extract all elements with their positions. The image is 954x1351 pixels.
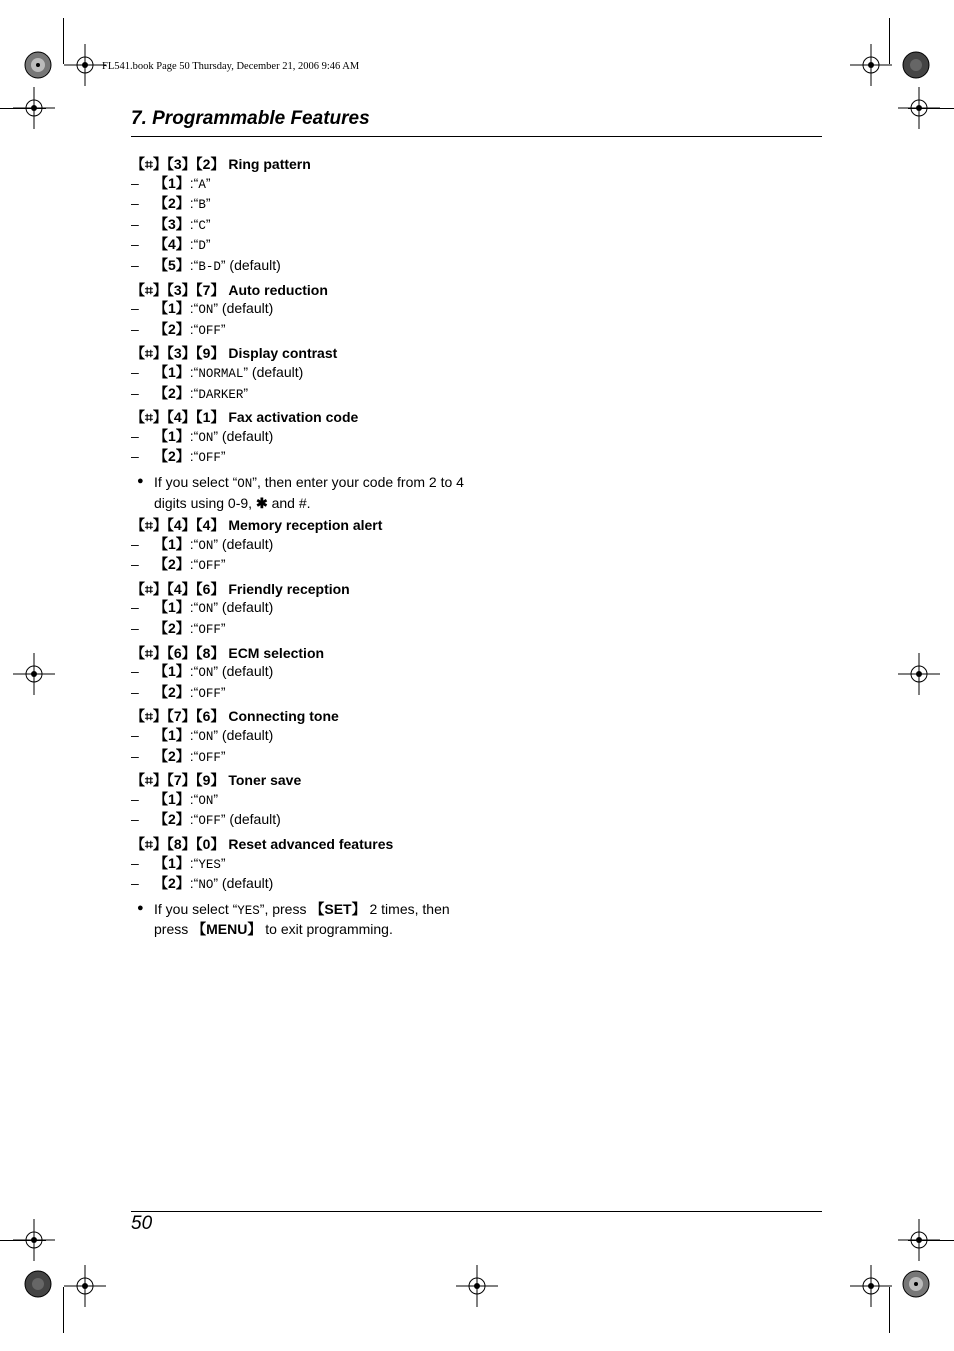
color-wheel-icon: [24, 51, 52, 79]
quote-close: ”: [213, 790, 219, 807]
setting-title: [131, 155, 471, 174]
quote-close: ”: [220, 320, 226, 337]
option-value: D: [198, 239, 206, 254]
option-value: A: [198, 177, 206, 192]
quote-open: :“: [189, 174, 199, 191]
note-text: ON: [237, 476, 253, 491]
option-item: [131, 790, 471, 811]
setting-section: [131, 580, 471, 640]
quote-open: :“: [189, 300, 199, 317]
quote-open: :“: [189, 320, 199, 337]
setting-section: [131, 835, 471, 939]
option-key: 【2】: [154, 556, 190, 573]
option-key: 【4】: [154, 236, 190, 253]
setting-title: [131, 281, 471, 300]
quote-open: :“: [189, 384, 199, 401]
option-item: [131, 363, 471, 384]
dash: –: [131, 727, 139, 744]
registration-crosshair-icon: [850, 44, 892, 86]
option-default-label: (default): [218, 300, 274, 317]
option-value: ON: [198, 793, 214, 808]
option-item: [131, 174, 471, 195]
feature-name: Connecting tone: [228, 708, 339, 725]
registration-crosshair-icon: [850, 1265, 892, 1307]
page-header-title: 7. Programmable Features: [131, 108, 370, 129]
note-item: [131, 900, 464, 939]
feature-name: Memory reception alert: [228, 517, 383, 534]
option-item: [131, 747, 471, 768]
quote-close: ”: [220, 747, 226, 764]
feature-name: Auto reduction: [228, 281, 328, 298]
quote-close: ”: [213, 300, 219, 317]
option-default-label: (default): [218, 535, 274, 552]
note-text: 【MENU】: [192, 921, 262, 938]
option-value: DARKER: [198, 387, 244, 402]
dash: –: [131, 683, 139, 700]
option-key: 【2】: [154, 683, 190, 700]
option-key: 【2】: [154, 620, 190, 637]
quote-close: ”: [205, 195, 211, 212]
feature-name: Display contrast: [228, 345, 338, 362]
option-key: 【1】: [154, 535, 190, 552]
option-default-label: (default): [218, 663, 274, 680]
note-text: ”, then enter your code from 2 to 4 digits using 0-9,: [154, 473, 464, 511]
setting-title: [131, 771, 471, 790]
feature-name: Ring pattern: [228, 156, 311, 172]
dash: –: [131, 854, 139, 871]
bullet-icon: ●: [137, 901, 144, 914]
option-item: [131, 256, 471, 277]
feature-name: Friendly reception: [228, 580, 350, 597]
quote-open: :“: [189, 620, 199, 637]
dash: –: [131, 236, 139, 253]
note-text: to exit programming.: [261, 921, 393, 938]
option-item: [131, 662, 471, 683]
option-item: [131, 874, 471, 895]
option-key: 【3】: [154, 215, 190, 232]
option-item: [131, 299, 471, 320]
registration-crosshair-icon: [898, 87, 940, 129]
quote-close: ”: [205, 215, 211, 232]
quote-open: :“: [189, 535, 199, 552]
quote-close: ”: [205, 236, 211, 253]
setting-title: [131, 344, 471, 363]
feature-code: 【⌗】【4】【6】: [131, 580, 225, 597]
quote-close: ”: [220, 620, 226, 637]
setting-section: [131, 771, 471, 831]
page-number: 50: [131, 1213, 153, 1234]
option-default-label: (default): [218, 427, 274, 444]
feature-name: ECM selection: [228, 644, 325, 661]
quote-close: ”: [213, 663, 219, 680]
option-key: 【2】: [154, 384, 190, 401]
note-text: 【SET】: [310, 900, 366, 917]
quote-open: :“: [189, 236, 199, 253]
option-default-label: (default): [248, 363, 304, 380]
option-key: 【2】: [154, 195, 190, 212]
quote-open: :“: [189, 747, 199, 764]
feature-code: 【⌗】【7】【9】: [131, 772, 225, 789]
option-item: [131, 598, 471, 619]
quote-close: ”: [243, 363, 249, 380]
registration-crosshair-icon: [456, 1265, 498, 1307]
option-value: ON: [198, 666, 214, 681]
quote-open: :“: [189, 427, 199, 444]
dash: –: [131, 363, 139, 380]
registration-crosshair-icon: [64, 44, 106, 86]
setting-section: [131, 344, 471, 404]
quote-close: ”: [213, 599, 219, 616]
quote-close: ”: [220, 683, 226, 700]
setting-title: [131, 580, 471, 599]
option-item: [131, 447, 471, 468]
dash: –: [131, 535, 139, 552]
option-key: 【1】: [154, 599, 190, 616]
option-value: ON: [198, 430, 214, 445]
setting-title: [131, 644, 471, 663]
quote-open: :“: [189, 599, 199, 616]
dash: –: [131, 427, 139, 444]
note-item: [131, 473, 464, 512]
color-wheel-icon: [902, 51, 930, 79]
quote-open: :“: [189, 663, 199, 680]
dash: –: [131, 448, 139, 465]
option-key: 【2】: [154, 747, 190, 764]
option-value: NORMAL: [198, 366, 244, 381]
setting-title: [131, 707, 471, 726]
dash: –: [131, 174, 139, 191]
feature-code: 【⌗】【4】【4】: [131, 517, 225, 534]
option-value: OFF: [198, 686, 221, 701]
feature-code: 【⌗】【3】【7】: [131, 281, 225, 298]
quote-open: :“: [189, 215, 199, 232]
dash: –: [131, 663, 139, 680]
quote-open: :“: [189, 448, 199, 465]
setting-title: [131, 408, 471, 427]
quote-close: ”: [205, 174, 211, 191]
feature-name: Fax activation code: [228, 409, 359, 426]
option-key: 【1】: [154, 363, 190, 380]
quote-close: ”: [213, 427, 219, 444]
quote-open: :“: [189, 195, 199, 212]
quote-open: :“: [189, 556, 199, 573]
option-default-label: (default): [218, 875, 274, 892]
option-default-label: (default): [218, 727, 274, 744]
quote-open: :“: [189, 727, 199, 744]
quote-close: ”: [243, 384, 249, 401]
option-default-label: (default): [218, 599, 274, 616]
quote-open: :“: [189, 683, 199, 700]
quote-open: :“: [189, 790, 199, 807]
registration-crosshair-icon: [64, 1265, 106, 1307]
note-text: YES: [237, 903, 260, 918]
dash: –: [131, 384, 139, 401]
option-value: ON: [198, 730, 214, 745]
feature-code: 【⌗】【6】【8】: [131, 644, 225, 661]
option-key: 【1】: [154, 790, 190, 807]
dash: –: [131, 556, 139, 573]
option-item: [131, 427, 471, 448]
dash: –: [131, 620, 139, 637]
header-divider: [131, 136, 822, 137]
setting-title: [131, 516, 471, 535]
quote-open: :“: [189, 811, 199, 828]
option-key: 【1】: [154, 300, 190, 317]
option-value: OFF: [198, 623, 221, 638]
option-key: 【2】: [154, 875, 190, 892]
note-text: ”, press: [259, 900, 311, 917]
option-key: 【2】: [154, 448, 190, 465]
setting-section: [131, 408, 471, 512]
quote-close: ”: [220, 854, 226, 871]
dash: –: [131, 215, 139, 232]
option-item: [131, 194, 471, 215]
feature-code: 【⌗】【7】【6】: [131, 708, 225, 725]
print-info: FL541.book Page 50 Thursday, December 21, 2006 9:46 AM: [102, 61, 360, 72]
feature-name: Reset advanced features: [228, 836, 394, 852]
option-item: [131, 619, 471, 640]
dash: –: [131, 195, 139, 212]
option-value: NO: [198, 878, 214, 893]
dash: –: [131, 811, 139, 828]
option-value: ON: [198, 303, 214, 318]
registration-crosshair-icon: [13, 1219, 55, 1261]
registration-crosshair-icon: [13, 653, 55, 695]
quote-close: ”: [220, 556, 226, 573]
option-value: OFF: [198, 559, 221, 574]
option-default-label: (default): [225, 811, 281, 828]
option-item: [131, 535, 471, 556]
dash: –: [131, 747, 139, 764]
feature-code: 【⌗】【8】【0】: [131, 836, 225, 852]
option-item: [131, 384, 471, 405]
asterisk-icon: ✱: [255, 494, 268, 511]
option-item: [131, 320, 471, 341]
registration-crosshair-icon: [898, 653, 940, 695]
option-value: C: [198, 218, 206, 233]
dash: –: [131, 320, 139, 337]
setting-section: [131, 707, 471, 767]
quote-open: :“: [189, 854, 199, 871]
quote-close: ”: [220, 448, 226, 465]
option-value: YES: [198, 857, 221, 872]
note-text: and #.: [267, 494, 311, 511]
feature-code: 【⌗】【4】【1】: [131, 409, 225, 426]
bullet-icon: ●: [137, 474, 144, 487]
feature-code: 【⌗】【3】【9】: [131, 345, 225, 362]
option-item: [131, 726, 471, 747]
setting-section: [131, 644, 471, 704]
dash: –: [131, 599, 139, 616]
setting-section: [131, 155, 471, 277]
settings-list: [131, 155, 471, 943]
registration-crosshair-icon: [13, 87, 55, 129]
option-key: 【1】: [154, 854, 190, 871]
option-value: ON: [198, 602, 214, 617]
option-item: [131, 683, 471, 704]
option-key: 【1】: [154, 174, 190, 191]
dash: –: [131, 790, 139, 807]
option-key: 【2】: [154, 320, 190, 337]
option-value: OFF: [198, 323, 221, 338]
quote-close: ”: [220, 811, 226, 828]
option-value: ON: [198, 538, 214, 553]
feature-name: Toner save: [228, 772, 302, 789]
option-value: OFF: [198, 814, 221, 829]
option-item: [131, 810, 471, 831]
quote-close: ”: [213, 535, 219, 552]
option-key: 【1】: [154, 727, 190, 744]
setting-title: [131, 835, 471, 854]
setting-section: [131, 516, 471, 576]
footer-divider: [131, 1211, 822, 1212]
setting-section: [131, 281, 471, 341]
quote-open: :“: [189, 256, 199, 273]
option-item: [131, 555, 471, 576]
dash: –: [131, 300, 139, 317]
quote-close: ”: [213, 875, 219, 892]
option-key: 【5】: [154, 256, 190, 273]
option-default-label: (default): [225, 256, 281, 273]
feature-code: 【⌗】【3】【2】: [131, 156, 225, 172]
registration-crosshair-icon: [898, 1219, 940, 1261]
option-value: B-D: [198, 259, 221, 274]
color-wheel-icon: [24, 1270, 52, 1298]
note-text: If you select “: [154, 473, 238, 490]
option-key: 【1】: [154, 427, 190, 444]
option-item: [131, 215, 471, 236]
quote-close: ”: [220, 256, 226, 273]
option-key: 【1】: [154, 663, 190, 680]
quote-open: :“: [189, 363, 199, 380]
color-wheel-icon: [902, 1270, 930, 1298]
note-text: If you select “: [154, 900, 238, 917]
option-key: 【2】: [154, 811, 190, 828]
option-value: OFF: [198, 451, 221, 466]
option-value: OFF: [198, 750, 221, 765]
quote-close: ”: [213, 727, 219, 744]
dash: –: [131, 875, 139, 892]
note-text: 2 times, then press: [154, 900, 450, 938]
dash: –: [131, 256, 139, 273]
option-item: [131, 854, 471, 875]
option-value: B: [198, 198, 206, 213]
option-item: [131, 235, 471, 256]
quote-open: :“: [189, 875, 199, 892]
